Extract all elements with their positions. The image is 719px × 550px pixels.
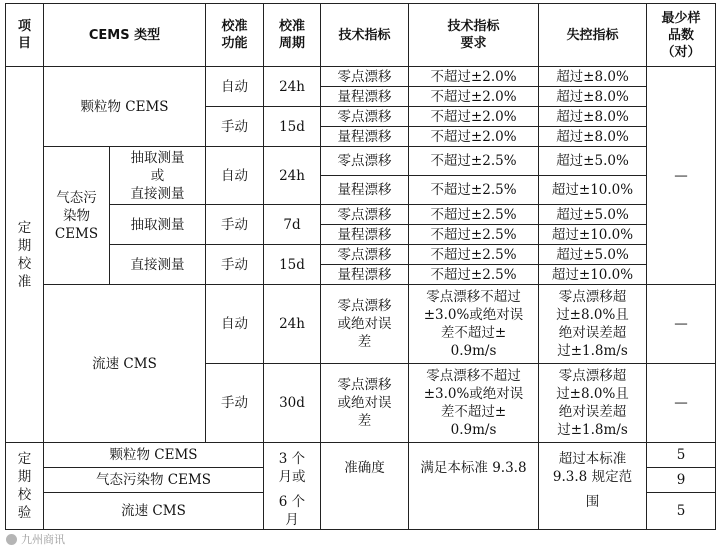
min-samples-cell: — [647,67,716,285]
subtype-direct: 直接测量 [110,245,206,285]
out-of-control-cell: 超过±8.0% [539,107,647,127]
index-cell: 量程漂移 [321,127,409,147]
requirement-cell: 不超过±2.5% [409,265,539,285]
index-cell: 零点漂移 [321,205,409,225]
check-out-of-control: 超过本标准 9.3.8 规定范 [539,443,647,493]
function-cell: 手动 [206,245,264,285]
period-cell: 7d [264,205,321,245]
index-cell: 量程漂移 [321,176,409,205]
function-cell: 手动 [206,205,264,245]
index-cell: 零点漂移 或绝对误 差 [321,364,409,443]
index-cell: 量程漂移 [321,265,409,285]
subtype-extract-or-direct: 抽取测量 或 直接测量 [110,147,206,205]
header-out-of-control: 失控指标 [539,4,647,67]
requirement-cell: 零点漂移不超过 ±3.0%或绝对误 差不超过± 0.9m/s [409,364,539,443]
out-of-control-cell: 超过±10.0% [539,225,647,245]
period-cell: 24h [264,147,321,205]
out-of-control-cell: 超过±5.0% [539,147,647,176]
out-of-control-cell: 超过±8.0% [539,67,647,87]
section-periodic-calibration: 定 期 校 准 [6,67,44,443]
function-cell: 手动 [206,364,264,443]
check-type-flow: 流速 CMS [44,493,264,530]
type-gaseous: 气态污 染物 CEMS [44,147,110,285]
function-cell: 手动 [206,107,264,147]
period-cell: 24h [264,67,321,107]
function-cell: 自动 [206,67,264,107]
period-cell: 24h [264,285,321,364]
section-periodic-check: 定 期 校 验 [6,443,44,530]
check-period: 6 个 月 [264,493,321,530]
index-cell: 零点漂移 或绝对误 差 [321,285,409,364]
out-of-control-cell: 超过±8.0% [539,87,647,107]
type-flow: 流速 CMS [44,285,206,443]
function-cell: 自动 [206,147,264,205]
check-requirement: 满足本标准 9.3.8 [409,443,539,493]
check-period: 3 个 月或 [264,443,321,493]
period-cell: 15d [264,107,321,147]
out-of-control-cell: 零点漂移超 过±8.0%且 绝对误差超 过±1.8m/s [539,285,647,364]
out-of-control-cell: 超过±5.0% [539,205,647,225]
cems-calibration-table [5,3,716,530]
out-of-control-cell: 超过±10.0% [539,265,647,285]
requirement-cell: 不超过±2.0% [409,67,539,87]
out-of-control-cell: 超过±5.0% [539,245,647,265]
header-calibration-period: 校准 周期 [264,4,321,67]
header-cems-type: CEMS 类型 [44,4,206,67]
check-out-of-control: 围 [539,493,647,530]
header-calibration-function: 校准 功能 [206,4,264,67]
check-min-samples: 5 [647,493,716,530]
watermark [6,531,65,547]
requirement-cell: 不超过±2.5% [409,205,539,225]
index-cell: 零点漂移 [321,67,409,87]
out-of-control-cell: 超过±10.0% [539,176,647,205]
index-cell: 零点漂移 [321,245,409,265]
type-particulate: 颗粒物 CEMS [44,67,206,147]
requirement-cell: 不超过±2.5% [409,176,539,205]
requirement-cell: 不超过±2.0% [409,107,539,127]
out-of-control-cell: 零点漂移超 过±8.0%且 绝对误差超 过±1.8m/s [539,364,647,443]
period-cell: 15d [264,245,321,285]
requirement-cell: 不超过±2.5% [409,225,539,245]
requirement-cell: 不超过±2.5% [409,147,539,176]
requirement-cell: 零点漂移不超过 ±3.0%或绝对误 差不超过± 0.9m/s [409,285,539,364]
check-requirement-continued [409,493,539,530]
check-type-particulate: 颗粒物 CEMS [44,443,264,468]
header-min-samples: 最少样 品数 （对） [647,4,716,67]
watermark-text: 九州商讯 [21,533,65,546]
index-cell: 零点漂移 [321,107,409,127]
header-technical-requirement: 技术指标 要求 [409,4,539,67]
index-cell: 零点漂移 [321,147,409,176]
subtype-extract: 抽取测量 [110,205,206,245]
header-technical-index: 技术指标 [321,4,409,67]
requirement-cell: 不超过±2.0% [409,87,539,107]
check-min-samples: 9 [647,468,716,493]
watermark-logo-icon [6,534,17,545]
check-min-samples: 5 [647,443,716,468]
function-cell: 自动 [206,285,264,364]
check-index: 准确度 [321,443,409,493]
min-samples-cell: — [647,364,716,443]
requirement-cell: 不超过±2.5% [409,245,539,265]
requirement-cell: 不超过±2.0% [409,127,539,147]
out-of-control-cell: 超过±8.0% [539,127,647,147]
min-samples-cell: — [647,285,716,364]
index-cell: 量程漂移 [321,87,409,107]
header-item: 项 目 [6,4,44,67]
period-cell: 30d [264,364,321,443]
index-cell: 量程漂移 [321,225,409,245]
check-index-continued [321,493,409,530]
check-type-gaseous: 气态污染物 CEMS [44,468,264,493]
